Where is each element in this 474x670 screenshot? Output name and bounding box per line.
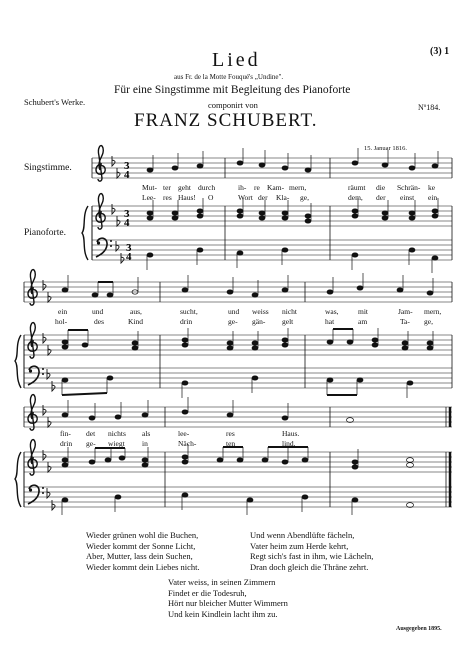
lyric: drin [180,317,193,326]
lyric: ge, [300,193,309,202]
lyric: durch [198,183,216,192]
lyric: ke [428,183,436,192]
lyric: mern, [424,307,442,316]
lyric: als [142,429,151,438]
lyric: mern, [289,183,307,192]
lyric: Haus. [282,429,300,438]
svg-text:3: 3 [126,242,132,254]
poem-line: Wieder kommt der Sonne Licht, [86,540,196,551]
svg-text:4: 4 [124,217,130,229]
lyric: lee- [178,429,190,438]
poem-stanza-left [86,530,200,572]
voice-staff-1 [92,158,452,178]
poem-line: Findet er die Todesruh, [168,587,247,598]
lyric: Ta- [400,317,410,326]
composed-by: componirt von [208,100,258,110]
lyric: Kam- [267,183,285,192]
poem-line: Vater heim zum Herde kehrt, [250,540,349,551]
brace-1 [82,206,88,260]
lyric: geht [178,183,191,192]
lyric: Kla- [276,193,290,202]
system-2 [15,270,452,398]
system-1 [82,146,452,273]
lyric: Schrän- [397,183,421,192]
lyric: res [226,429,235,438]
lyric: Mut- [142,183,157,192]
lyrics-system-1 [142,183,437,202]
poem-stanza-right [250,530,373,572]
lyric: und [92,307,104,316]
lyric: Kind [128,317,143,326]
piano-left-staff-1 [92,240,452,260]
lyric: Wort [238,193,253,202]
poem-line: Hört nur bleicher Mutter Wimmern [168,598,288,608]
lyric: ge- [86,439,96,448]
lyric: sucht, [180,307,198,316]
page-number: (3) 1 [430,46,450,57]
lyric: was, [325,307,339,316]
work-number: Nº184. [418,103,441,112]
brace-3 [15,452,21,507]
lyric: drin [60,439,73,448]
lyric: hat [325,317,335,326]
poem-line: Dran doch gleich die Thräne zehrt. [250,561,369,572]
poem-line: Wieder grünen wohl die Buchen, [86,530,199,540]
svg-text:3: 3 [124,208,130,220]
piano-label: Pianoforte. [24,228,66,238]
page-title: Lied [212,49,261,71]
poem-line: Wieder kommt dein Liebes nicht. [86,561,200,572]
lyric: ein [428,193,438,202]
poem-line: Vater weiss, in seinen Zimmern [168,577,276,587]
lyric: Lee- [142,193,156,202]
poem-line: Aber, Mutter, lass dein Suchen, [86,551,193,561]
system-3 [15,395,452,515]
lyric: re [254,183,260,192]
lyric: nichts [108,429,126,438]
lyric: ge- [228,317,238,326]
series-label: Schubert's Werke. [24,97,86,107]
poem-line: Und kein Kindlein lacht ihm zu. [168,608,278,619]
lyric: ein [58,307,68,316]
poem-line: Regt sich's fast in ihm, wie Lächeln, [250,551,374,561]
brace-2 [15,335,21,388]
lyrics-system-2 [55,307,441,326]
lyric: weiss [252,307,269,316]
svg-text:4: 4 [126,251,132,263]
lyric: Haus! [178,193,196,202]
lyric: einst [400,193,415,202]
composition-date: 15. Januar 1816. [364,145,407,152]
lyric: wiegt [108,439,125,448]
lyric: ten [226,439,236,448]
lyric: am [358,317,368,326]
lyric: det [86,429,96,438]
poem-stanza-bottom [168,577,288,619]
lyric: der [258,193,268,202]
composer-name: FRANZ SCHUBERT. [134,110,318,131]
svg-text:4: 4 [124,169,130,181]
lyric: res [163,193,172,202]
lyric: gän- [252,317,266,326]
lyric: gelt [282,317,294,326]
subtitle: Für eine Singstimme mit Begleitung des Pianoforte [114,84,351,96]
lyric: des [94,317,104,326]
lyrics-system-3 [60,429,299,448]
lyric: in [142,439,148,448]
lyric: räumt [348,183,366,192]
lyric: ih- [238,183,247,192]
lyric: die [376,183,386,192]
lyric: Jam- [398,307,413,316]
source-line: aus Fr. de la Motte Fouqué's „Undine". [174,73,284,81]
lyric: und [228,307,240,316]
lyric: O [208,193,214,202]
voice-label: Singstimme. [24,163,72,173]
poem-line: Und wenn Abendlüfte fächeln, [250,530,355,540]
svg-text:3: 3 [124,160,130,172]
lyric: aus, [130,307,142,316]
lyric: der [376,193,386,202]
lyric: Näch- [178,439,197,448]
edition-note: Ausgegeben 1895. [396,626,442,632]
lyric: hol- [55,317,68,326]
lyric: ter [163,183,171,192]
piano-right-staff-1 [92,206,452,226]
lyric: mit [358,307,369,316]
lyric: dem, [348,193,363,202]
lyric: ge, [424,317,433,326]
lyric: fin- [60,429,71,438]
lyric: lind. [282,439,296,448]
lyric: nicht [282,307,297,316]
